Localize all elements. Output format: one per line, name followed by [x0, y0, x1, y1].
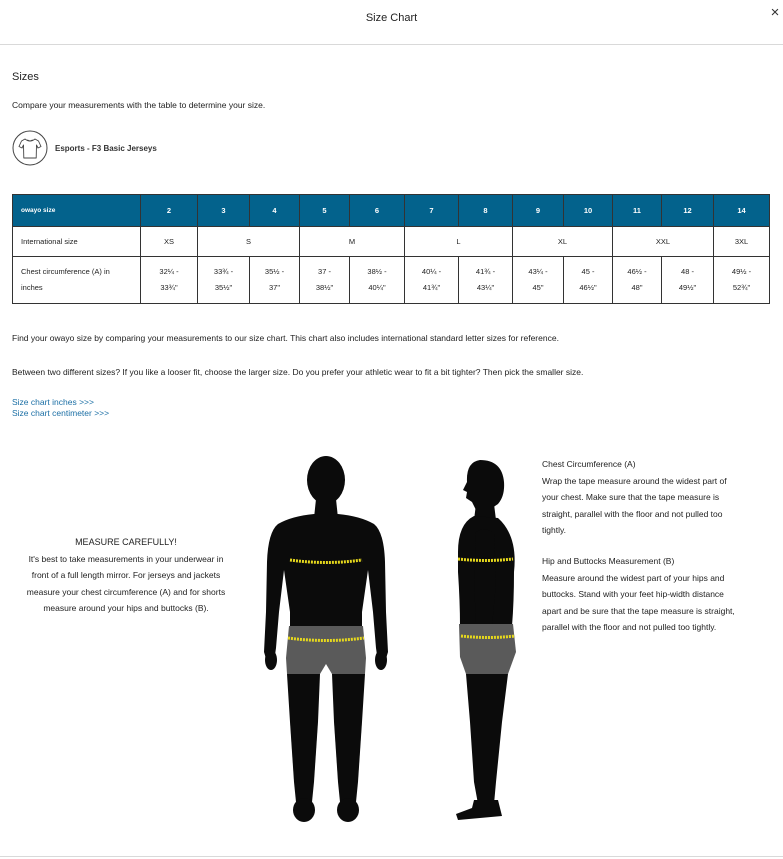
- sizes-intro: Compare your measurements with the table to determine your size.: [12, 100, 266, 110]
- chest-range-cell: [405, 257, 459, 304]
- size-column-header: 6: [350, 195, 405, 227]
- chest-range-to: 48": [631, 283, 643, 292]
- chest-circumference-block: [542, 456, 774, 539]
- size-column-header: 4: [250, 195, 300, 227]
- international-size-cell: XL: [513, 227, 613, 257]
- modal-title: Size Chart: [365, 12, 418, 24]
- chest-range-to: 37": [268, 283, 280, 292]
- international-size-cell: L: [405, 227, 513, 257]
- size-column-header: 10: [564, 195, 613, 227]
- measure-carefully-block: [14, 534, 238, 617]
- measure-line: measure your chest circumference (A) and for shorts: [26, 586, 226, 597]
- product-name: Esports - F3 Basic Jerseys: [55, 143, 157, 153]
- chest-range-cell: [613, 257, 662, 304]
- chest-range-cell: [350, 257, 405, 304]
- chest-range-from: 49½ -: [731, 267, 752, 276]
- chest-range-from: 35½ -: [264, 267, 285, 276]
- chest-range-to: 33¾": [160, 283, 178, 292]
- chest-range-cell: [141, 257, 198, 304]
- chest-range-from: 41¾ -: [475, 267, 496, 276]
- chest-range-to: 43¼": [476, 283, 495, 292]
- chest-range-cell: [459, 257, 513, 304]
- international-size-cell: 3XL: [714, 227, 770, 257]
- size-column-header: 3: [198, 195, 250, 227]
- bottom-divider: [0, 856, 783, 857]
- size-column-header: 9: [513, 195, 564, 227]
- international-size-cell: M: [300, 227, 405, 257]
- chest-range-from: 33¾ -: [213, 267, 234, 276]
- owayo-size-header: owayo size: [13, 195, 141, 227]
- size-chart-inches-link[interactable]: Size chart inches >>>: [12, 397, 94, 407]
- chest-info-line: tightly.: [542, 525, 566, 535]
- chest-range-from: 38½ -: [367, 267, 387, 276]
- side-figure: [456, 460, 516, 820]
- chest-range-to: 52¾": [732, 283, 751, 292]
- info-paragraph-2: Between two different sizes? If you like a looser fit, choose the larger size. Do you prefer your athletic wear to fit a bit tighter? Then pick the smaller size.: [12, 367, 584, 377]
- sizes-heading: Sizes: [12, 71, 39, 83]
- table-header-row: [13, 195, 770, 227]
- international-size-cell: XXL: [613, 227, 714, 257]
- chest-circumference-heading: Chest Circumference (A): [542, 459, 636, 469]
- chest-range-to: 45": [532, 283, 544, 292]
- chest-range-cell: [513, 257, 564, 304]
- chest-info-line: your chest. Make sure that the tape measure is: [542, 492, 720, 502]
- hip-info-line: Measure around the widest part of your hips and: [542, 572, 725, 583]
- jersey-icon: [12, 130, 48, 166]
- international-size-label: International size: [13, 227, 141, 257]
- chest-range-to: 40¼": [368, 283, 386, 292]
- chest-range-from: 48 -: [681, 267, 694, 276]
- chest-info-line: straight, parallel with the floor and not pulled too: [542, 508, 723, 519]
- hip-measurement-heading: Hip and Buttocks Measurement (B): [542, 556, 675, 566]
- size-column-header: 2: [141, 195, 198, 227]
- measure-line: measure around your hips and buttocks (B).: [43, 603, 209, 613]
- chest-range-cell: [662, 257, 714, 304]
- hip-info-line: apart and be sure that the tape measure is straight,: [542, 605, 735, 616]
- international-size-row: [13, 227, 770, 257]
- chest-range-to: 49½": [678, 283, 697, 292]
- info-paragraph-1: Find your owayo size by comparing your measurements to our size chart. This chart also includes international standard letter sizes for reference.: [12, 333, 559, 343]
- chest-range-from: 43¼ -: [528, 267, 548, 276]
- hip-info-line: buttocks. Stand with your feet hip-width distance: [542, 589, 724, 599]
- hip-measurement-block: [542, 553, 774, 636]
- international-size-cell: XS: [141, 227, 198, 257]
- chest-range-to: 38½": [315, 283, 334, 292]
- chest-circumference-row: [13, 257, 770, 304]
- measure-line: front of a full length mirror. For jerseys and jackets: [31, 570, 221, 580]
- close-icon[interactable]: ×: [770, 4, 780, 21]
- size-column-header: 7: [405, 195, 459, 227]
- size-table: [12, 194, 770, 304]
- size-column-header: 14: [714, 195, 770, 227]
- chest-circumference-label: [13, 257, 141, 304]
- size-chart-centimeter-link[interactable]: Size chart centimeter >>>: [12, 408, 110, 418]
- product-row: [12, 130, 157, 166]
- measure-line: It's best to take measurements in your underwear in: [28, 553, 224, 564]
- hip-info-line: parallel with the floor and not pulled too tightly.: [542, 622, 717, 632]
- size-column-header: 11: [613, 195, 662, 227]
- chest-range-from: 32¼ -: [159, 267, 179, 276]
- chest-range-cell: [300, 257, 350, 304]
- chest-range-to: 46½": [579, 283, 597, 292]
- chest-range-from: 45 -: [581, 267, 595, 276]
- front-figure: [264, 456, 388, 822]
- international-size-cell: S: [198, 227, 300, 257]
- chest-range-cell: [250, 257, 300, 304]
- body-measurement-illustration: [262, 452, 524, 832]
- chest-label-line2: inches: [21, 283, 43, 292]
- size-column-header: 5: [300, 195, 350, 227]
- chest-range-to: 41¾": [422, 283, 441, 292]
- chest-range-cell: [564, 257, 613, 304]
- modal-header: [0, 0, 783, 45]
- chest-range-to: 35½": [214, 283, 233, 292]
- chest-range-from: 40¼ -: [421, 267, 442, 276]
- size-column-header: 12: [662, 195, 714, 227]
- chest-range-cell: [198, 257, 250, 304]
- size-column-header: 8: [459, 195, 513, 227]
- chest-label-line1: Chest circumference (A) in: [21, 267, 110, 276]
- measure-carefully-heading: MEASURE CAREFULLY!: [75, 537, 177, 547]
- chest-info-line: Wrap the tape measure around the widest part of: [542, 475, 727, 486]
- chest-range-from: 46½ -: [627, 267, 647, 276]
- chest-range-cell: [714, 257, 770, 304]
- chest-range-from: 37 -: [318, 267, 331, 276]
